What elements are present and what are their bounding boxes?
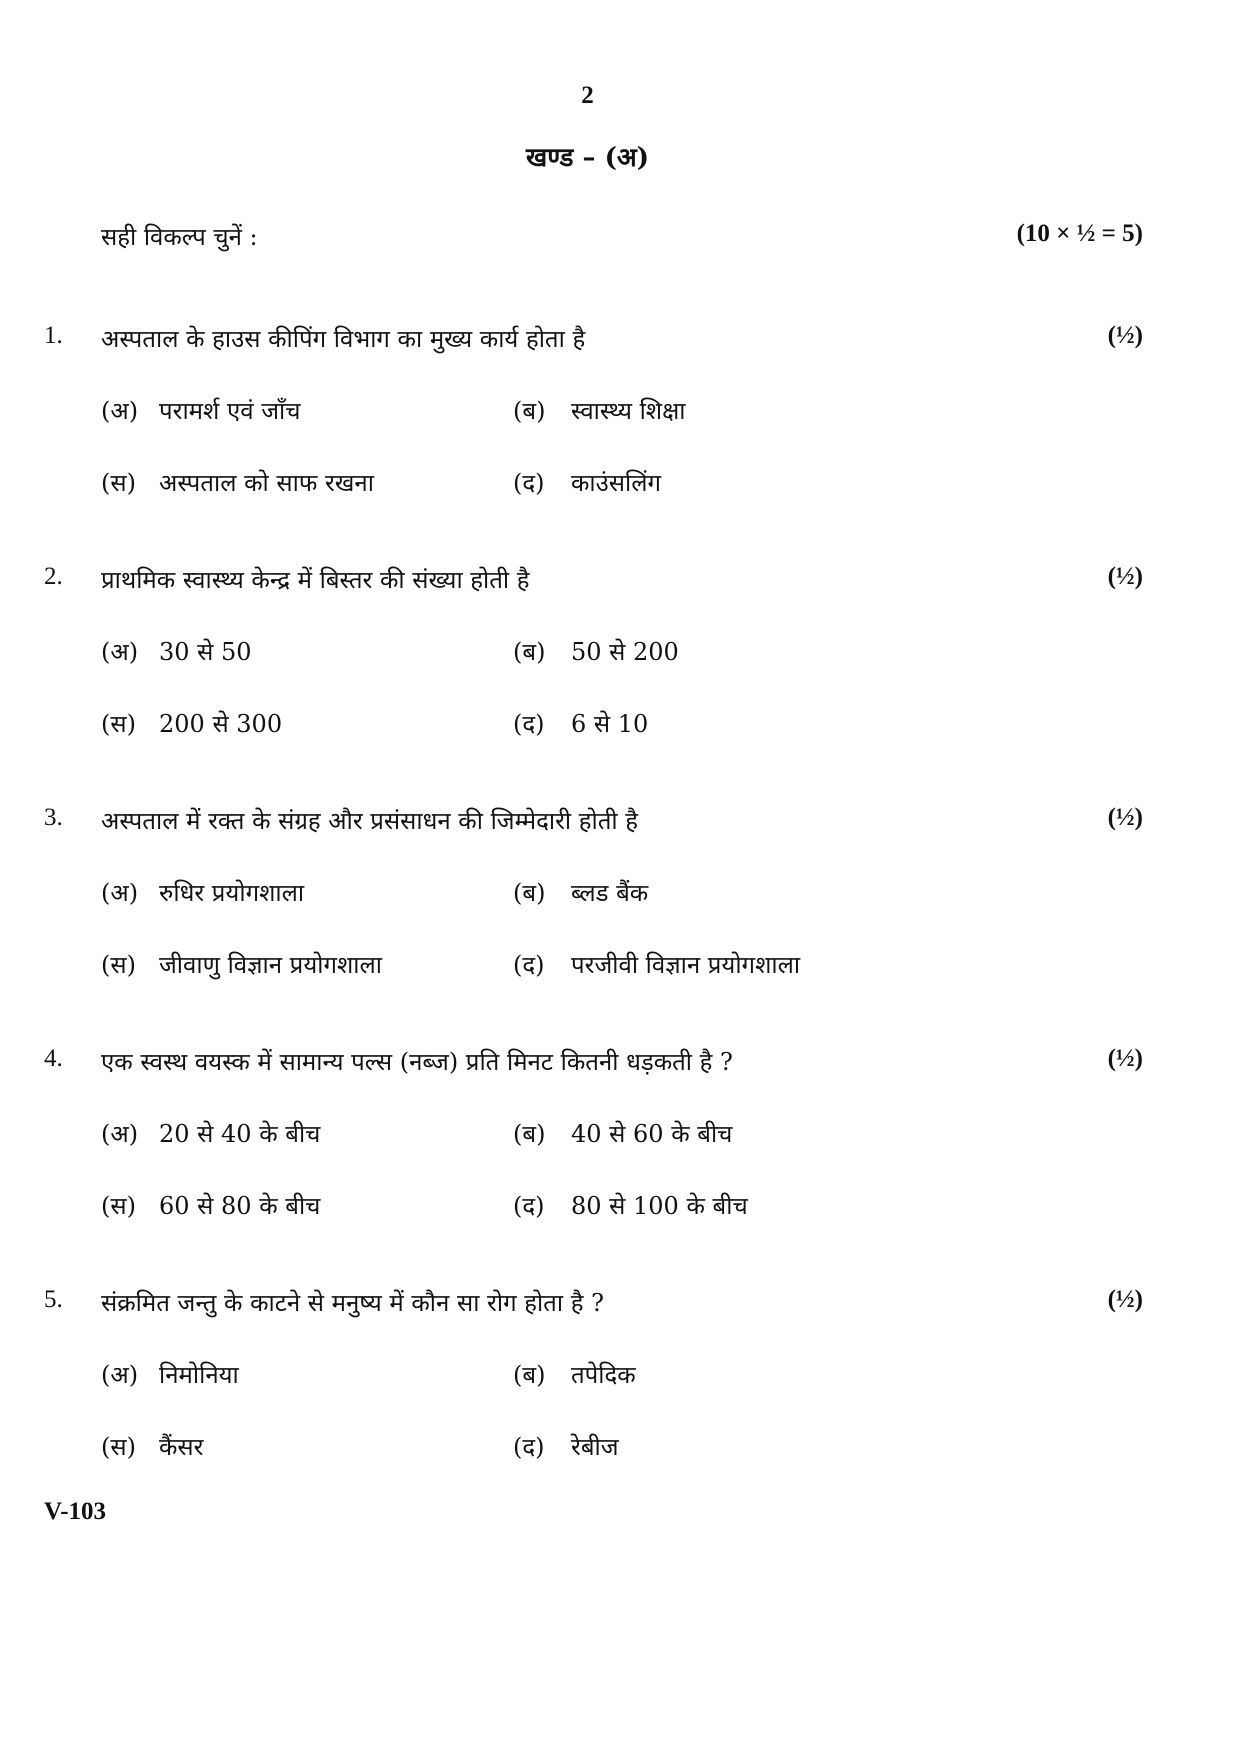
option-c bbox=[101, 707, 282, 740]
option-text: 200 से 300 bbox=[159, 710, 283, 738]
option-text: परजीवी विज्ञान प्रयोगशाला bbox=[571, 951, 801, 979]
instruction-marks: (10 × ½ = 5) bbox=[1016, 220, 1143, 247]
footer-code: V-103 bbox=[44, 1498, 107, 1525]
option-letter: (स) bbox=[101, 951, 136, 979]
option-letter: (अ) bbox=[101, 1361, 139, 1389]
option-letter: (स) bbox=[101, 710, 136, 738]
option-d bbox=[513, 1189, 748, 1222]
option-letter: (अ) bbox=[101, 638, 139, 666]
option-text: 60 से 80 के बीच bbox=[159, 1192, 321, 1220]
question-4 bbox=[0, 1045, 1241, 1245]
option-text: 50 से 200 bbox=[571, 638, 679, 666]
question-text: अस्पताल में रक्त के संग्रह और प्रसंसाधन की जिम्मेदारी होती है bbox=[101, 807, 638, 835]
option-letter: (द) bbox=[513, 710, 545, 738]
option-letter: (स) bbox=[101, 1433, 136, 1461]
option-c bbox=[101, 948, 382, 981]
question-text: प्राथमिक स्वास्थ्य केन्द्र में बिस्तर की संख्या होती है bbox=[101, 566, 530, 594]
option-letter: (अ) bbox=[101, 879, 139, 907]
option-text: अस्पताल को साफ रखना bbox=[159, 469, 374, 497]
option-text: तपेदिक bbox=[571, 1361, 636, 1389]
option-d bbox=[513, 948, 800, 981]
option-letter: (ब) bbox=[513, 638, 546, 666]
option-b bbox=[513, 1117, 732, 1150]
option-text: 20 से 40 के बीच bbox=[159, 1120, 321, 1148]
option-text: 30 से 50 bbox=[159, 638, 252, 666]
question-text: संक्रमित जन्तु के काटने से मनुष्य में कौन सा रोग होता है ? bbox=[101, 1289, 604, 1317]
option-text: रेबीज bbox=[571, 1433, 619, 1461]
question-2 bbox=[0, 563, 1241, 763]
option-a bbox=[101, 1358, 239, 1391]
question-text: एक स्वस्थ वयस्क में सामान्य पल्स (नब्ज) प्रति मिनट कितनी धड़कती है ? bbox=[101, 1048, 733, 1076]
option-letter: (स) bbox=[101, 469, 136, 497]
option-text: निमोनिया bbox=[159, 1361, 239, 1389]
question-number: 5. bbox=[44, 1286, 63, 1313]
option-letter: (ब) bbox=[513, 879, 546, 907]
question-marks: (½) bbox=[1107, 804, 1143, 831]
option-text: काउंसलिंग bbox=[571, 469, 662, 497]
option-letter: (द) bbox=[513, 1433, 545, 1461]
option-letter: (द) bbox=[513, 1192, 545, 1220]
section-title: खण्ड – (अ) bbox=[525, 143, 650, 173]
option-text: 40 से 60 के बीच bbox=[571, 1120, 733, 1148]
option-text: ब्लड बैंक bbox=[571, 879, 649, 907]
option-c bbox=[101, 1430, 203, 1463]
option-text: रुधिर प्रयोगशाला bbox=[159, 879, 305, 907]
option-text: 6 से 10 bbox=[571, 710, 649, 738]
question-1 bbox=[0, 322, 1241, 522]
question-number: 2. bbox=[44, 563, 63, 590]
question-number: 1. bbox=[44, 322, 63, 349]
option-b bbox=[513, 1358, 636, 1391]
option-text: 80 से 100 के बीच bbox=[571, 1192, 748, 1220]
option-text: परामर्श एवं जाँच bbox=[159, 397, 301, 425]
option-letter: (द) bbox=[513, 951, 545, 979]
question-number: 4. bbox=[44, 1045, 63, 1072]
option-b bbox=[513, 876, 648, 909]
question-marks: (½) bbox=[1107, 1286, 1143, 1313]
question-marks: (½) bbox=[1107, 563, 1143, 590]
option-letter: (स) bbox=[101, 1192, 136, 1220]
option-a bbox=[101, 876, 304, 909]
option-letter: (अ) bbox=[101, 397, 139, 425]
option-letter: (ब) bbox=[513, 397, 546, 425]
option-d bbox=[513, 1430, 619, 1463]
page-number: 2 bbox=[581, 82, 594, 109]
option-a bbox=[101, 635, 252, 668]
option-d bbox=[513, 466, 661, 499]
option-a bbox=[101, 1117, 320, 1150]
question-marks: (½) bbox=[1107, 1045, 1143, 1072]
option-c bbox=[101, 466, 374, 499]
option-text: कैंसर bbox=[159, 1433, 204, 1461]
option-b bbox=[513, 635, 679, 668]
option-letter: (द) bbox=[513, 469, 545, 497]
instruction-text: सही विकल्प चुनें : bbox=[101, 223, 258, 251]
option-c bbox=[101, 1189, 320, 1222]
question-text: अस्पताल के हाउस कीपिंग विभाग का मुख्य कार्य होता है bbox=[101, 325, 586, 353]
option-text: जीवाणु विज्ञान प्रयोगशाला bbox=[159, 951, 383, 979]
option-text: स्वास्थ्य शिक्षा bbox=[571, 397, 686, 425]
question-5 bbox=[0, 1286, 1241, 1486]
option-letter: (ब) bbox=[513, 1120, 546, 1148]
question-number: 3. bbox=[44, 804, 63, 831]
option-letter: (अ) bbox=[101, 1120, 139, 1148]
option-a bbox=[101, 394, 300, 427]
option-d bbox=[513, 707, 648, 740]
option-letter: (ब) bbox=[513, 1361, 546, 1389]
question-3 bbox=[0, 804, 1241, 1004]
question-marks: (½) bbox=[1107, 322, 1143, 349]
option-b bbox=[513, 394, 686, 427]
